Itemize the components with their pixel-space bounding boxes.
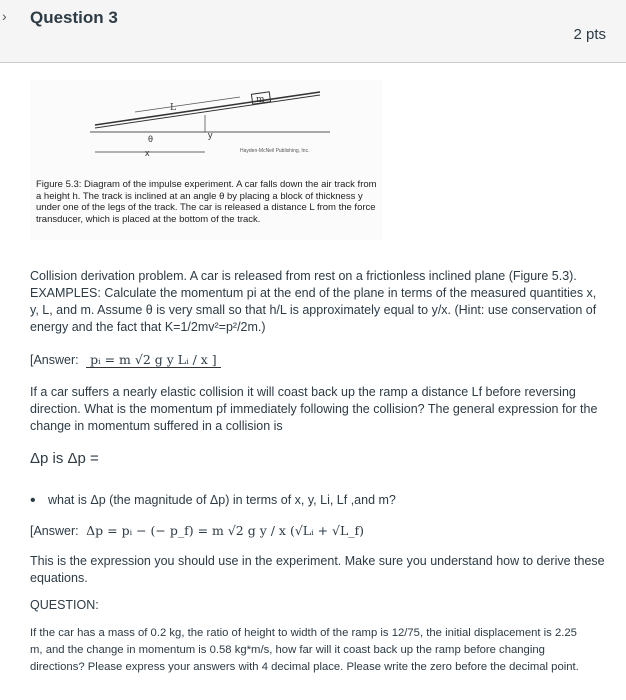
answer-1-formula: pᵢ = m √2 g y Lᵢ / x ] bbox=[86, 352, 221, 368]
question-label: QUESTION: bbox=[30, 598, 99, 612]
answer-2-label: [Answer: bbox=[30, 524, 79, 538]
derivation-paragraph: Collision derivation problem. A car is released from rest on a frictionless inclined plane (Figure 5.3). EXAMPLES: Calculate the momentum pi at the end of the plane in terms of the measured quantities x, y, L, and m. Assume θ is very small so that h/L is approximately equal to y/x. (Hint: use conservation of energy and the fact that K=1/2mv²=p²/2m.) bbox=[30, 269, 597, 334]
final-question: If the car has a mass of 0.2 kg, the ratio of height to width of the ramp is 12/75, the initial displacement is 2.25 m, and the change in momentum is 0.58 kg*m/s, how far will it coast back up the ramp before changing directions? Please express your answers with 4 decimal place. Please write the zero before the decimal point. bbox=[30, 627, 579, 673]
delta-p-line: Δp is Δp = bbox=[30, 450, 99, 467]
theta-label: θ bbox=[148, 134, 154, 144]
answer-2 bbox=[30, 523, 364, 538]
question-points: 2 pts bbox=[573, 26, 606, 43]
bullet-icon: • bbox=[30, 492, 36, 509]
width-label: x bbox=[145, 148, 150, 158]
expression-note: This is the expression you should use in the experiment. Make sure you understand how to derive these equations. bbox=[30, 554, 605, 585]
answer-1 bbox=[30, 352, 221, 368]
chevron-right-icon[interactable]: › bbox=[2, 8, 7, 24]
elastic-paragraph: If a car suffers a nearly elastic collision it will coast back up the ramp a distance Lf before reversing direction. What is the momentum pf immediately following the collision? The general expression for the change in momentum suffered in a collision is bbox=[30, 385, 598, 433]
height-label: y bbox=[208, 130, 213, 140]
length-label: L bbox=[170, 103, 176, 113]
answer-2-formula: Δp = pᵢ − (− p_f) = m √2 g y / x (√Lᵢ + √L_f) bbox=[86, 523, 365, 538]
answer-1-label: [Answer: bbox=[30, 353, 79, 367]
mass-label: m bbox=[256, 95, 265, 105]
question-header bbox=[0, 0, 626, 63]
publisher-credit: Hayden-McNeil Publishing, Inc. bbox=[240, 148, 310, 154]
question-title: Question 3 bbox=[30, 8, 118, 27]
bullet-question: what is Δp (the magnitude of Δp) in terms of x, y, Li, Lf ,and m? bbox=[48, 493, 396, 507]
incline-diagram bbox=[30, 80, 382, 180]
figure-caption: Figure 5.3: Diagram of the impulse experiment. A car falls down the air track from a height h. The track is inclined at an angle θ by placing a block of thickness y under one of the legs of the track. The car is released a distance L from the force transducer, which is placed at the bottom of the track. bbox=[36, 179, 377, 225]
